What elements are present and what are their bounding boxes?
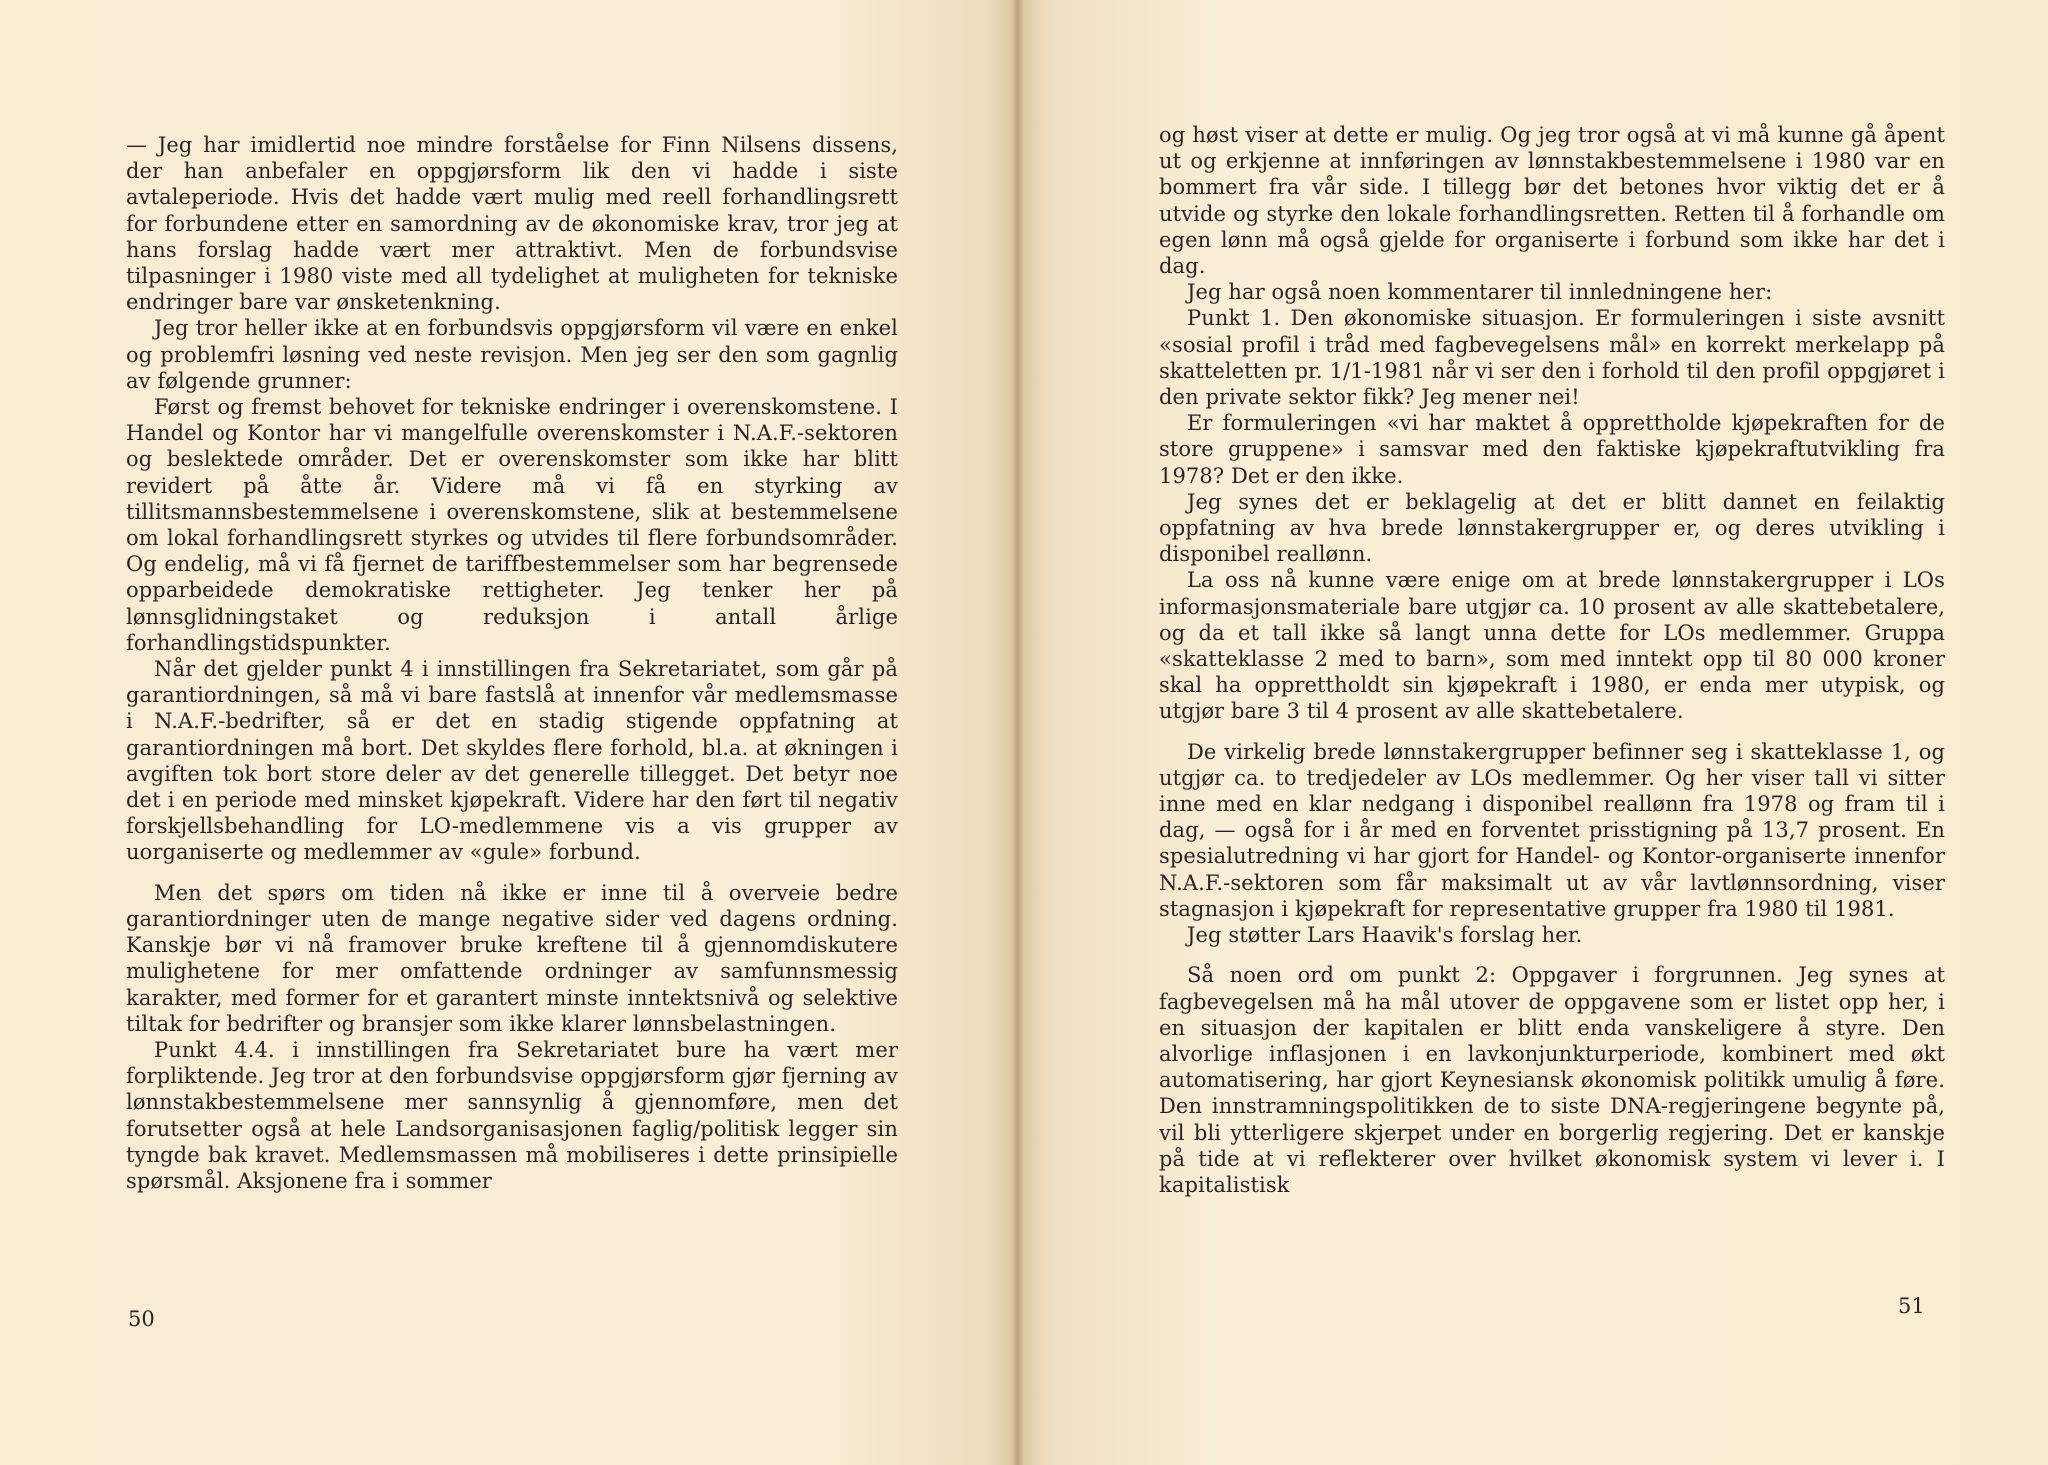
paragraph: Først og fremst behovet for tekniske endringer i overenskomstene. I Handel og Kontor har vi mangelfulle overenskomster i N.A.F.-sektoren og beslektede områder. Det er overenskomster som ikke har blitt revidert på åtte år. Videre må vi få en styrking av tillitsmannsbestemmelsene i overenskomstene, slik at bestemmelsene om lokal forhandlingsrett styrkes og utvides til flere forbundsområder. Og endelig, må vi få fjernet de tariffbestemmelser som har begrensede opparbeidede demokratiske rettigheter. Jeg tenker her på lønnsglidningstaket og reduksjon i antall årlige forhandlingstidspunkter. (126, 395, 898, 655)
paragraph: Men det spørs om tiden nå ikke er inne til å overveie bedre garantiordninger uten de mange negative sider ved dagens ordning. Kanskje bør vi nå framover bruke kreftene til å gjennomdiskutere mulighetene for mer omfattende ordninger av samfunnsmessig karakter, med former for et garantert minste inntektsnivå og selektive tiltak for bedrifter og bransjer som ikke klarer lønnsbelastningen. (126, 880, 898, 1036)
paragraph: og høst viser at dette er mulig. Og jeg tror også at vi må kunne gå åpent ut og erkjenne at innføringen av lønnstakbestemmelsene i 1980 var en bommert fra vår side. I tillegg bør det betones hvor viktig det er å utvide og styrke den lokale forhandlingsretten. Retten til å forhandle om egen lønn må også gjelde for organiserte i forbund som ikke har det i dag. (1159, 123, 1945, 279)
paragraph: Er formuleringen «vi har maktet å opprettholde kjøpekraften for de store gruppene» i samsvar med den faktiske kjøpekraftutvikling fra 1978? Det er den ikke. (1159, 411, 1945, 488)
paragraph: De virkelig brede lønnstakergrupper befinner seg i skatteklasse 1, og utgjør ca. to tredjedeler av LOs medlemmer. Og her viser tall vi sitter inne med en klar nedgang i disponibel reallønn fra 1978 og fram til i dag, — også for i år med en forventet prisstigning på 13,7 prosent. En spesialutredning vi har gjort for Handel- og Kontor-organiserte innenfor N.A.F.-sektoren som får maksimalt ut av vår lavtlønnsordning, viser stagnasjon i kjøpekraft for representative grupper fra 1980 til 1981. (1159, 739, 1945, 921)
paragraph: Punkt 1. Den økonomiske situasjon. Er formuleringen i siste avsnitt «sosial profil i tråd med fagbevegelsens mål» en korrekt merkelapp på skatteletten pr. 1/1-1981 når vi ser den i forhold til den profil oppgjøret i den private sektor fikk? Jeg mener nei! (1159, 306, 1945, 410)
paragraph: Jeg tror heller ikke at en forbundsvis oppgjørsform vil være en enkel og problemfri løsning ved neste revisjon. Men jeg ser den som gagnlig av følgende grunner: (126, 316, 898, 393)
page-number: 50 (128, 1307, 155, 1331)
right-page (1018, 0, 2048, 1465)
paragraph: Når det gjelder punkt 4 i innstillingen fra Sekretariatet, som går på garantiordningen, så må vi bare fastslå at innenfor vår medlemsmasse i N.A.F.-bedrifter, så er det en stadig stigende oppfatning at garantiordningen må bort. Det skyldes flere forhold, bl.a. at økningen i avgiften tok bort store deler av det generelle tillegget. Det betyr noe det i en periode med minsket kjøpekraft. Videre har den ført til negativ forskjellsbehandling for LO-medlemmene vis a vis grupper av uorganiserte og medlemmer av «gule» forbund. (126, 657, 898, 865)
paragraph: — Jeg har imidlertid noe mindre forståelse for Finn Nilsens dissens, der han anbefaler en oppgjørsform lik den vi hadde i siste avtaleperiode. Hvis det hadde vært mulig med reell forhandlingsrett for forbundene etter en samordning av de økonomiske krav, tror jeg at hans forslag hadde vært mer attraktivt. Men de forbundsvise tilpasninger i 1980 viste med all tydelighet at muligheten for tekniske endringer bare var ønsketenkning. (126, 133, 898, 315)
left-page-text (126, 132, 898, 1194)
left-page (0, 0, 1018, 1465)
paragraph: Jeg har også noen kommentarer til innledningene her: (1187, 280, 1773, 305)
paragraph: Jeg synes det er beklagelig at det er blitt dannet en feilaktig oppfatning av hva brede lønnstakergrupper er, og deres utvikling i disponibel reallønn. (1159, 489, 1945, 567)
page-number: 51 (1898, 1294, 1925, 1318)
paragraph: Punkt 4.4. i innstillingen fra Sekretariatet bure ha vært mer forpliktende. Jeg tror at den forbundsvise oppgjørsform gjør fjerning av lønnstakbestemmelsene mer sannsynlig å gjennomføre, men det forutsetter også at hele Landsorganisasjonen faglig/politisk legger sin tyngde bak kravet. Medlemsmassen må mobiliseres i dette prinsipielle spørsmål. Aksjonene fra i sommer (126, 1037, 898, 1193)
book-gutter (1012, 0, 1024, 1465)
paragraph: La oss nå kunne være enige om at brede lønnstakergrupper i LOs informasjonsmateriale bare utgjør ca. 10 prosent av alle skattebetalere, og da et tall ikke så langt unna dette for LOs medlemmer. Gruppa «skatteklasse 2 med to barn», som med inntekt opp til 80 000 kroner skal ha opprettholdt sin kjøpekraft i 1980, er enda mer utypisk, og utgjør bare 3 til 4 prosent av alle skattebetalere. (1159, 568, 1945, 724)
paragraph: Jeg støtter Lars Haavik's forslag her. (1187, 923, 1583, 948)
right-page-text (1159, 122, 1945, 1198)
paragraph: Så noen ord om punkt 2: Oppgaver i forgrunnen. Jeg synes at fagbevegelsen må ha mål utover de oppgavene som er listet opp her, i en situasjon der kapitalen er blitt enda vanskeligere å styre. Den alvorlige inflasjonen i en lavkonjunkturperiode, kombinert med økt automatisering, har gjort Keynesiansk økonomisk politikk umulig å føre. Den innstramningspolitikken de to siste DNA-regjeringene begynte på, vil bli ytterligere skjerpet under en borgerlig regjering. Det er kanskje på tide at vi reflekterer over hvilket økonomisk system vi lever i. I kapitalistisk (1159, 963, 1945, 1197)
